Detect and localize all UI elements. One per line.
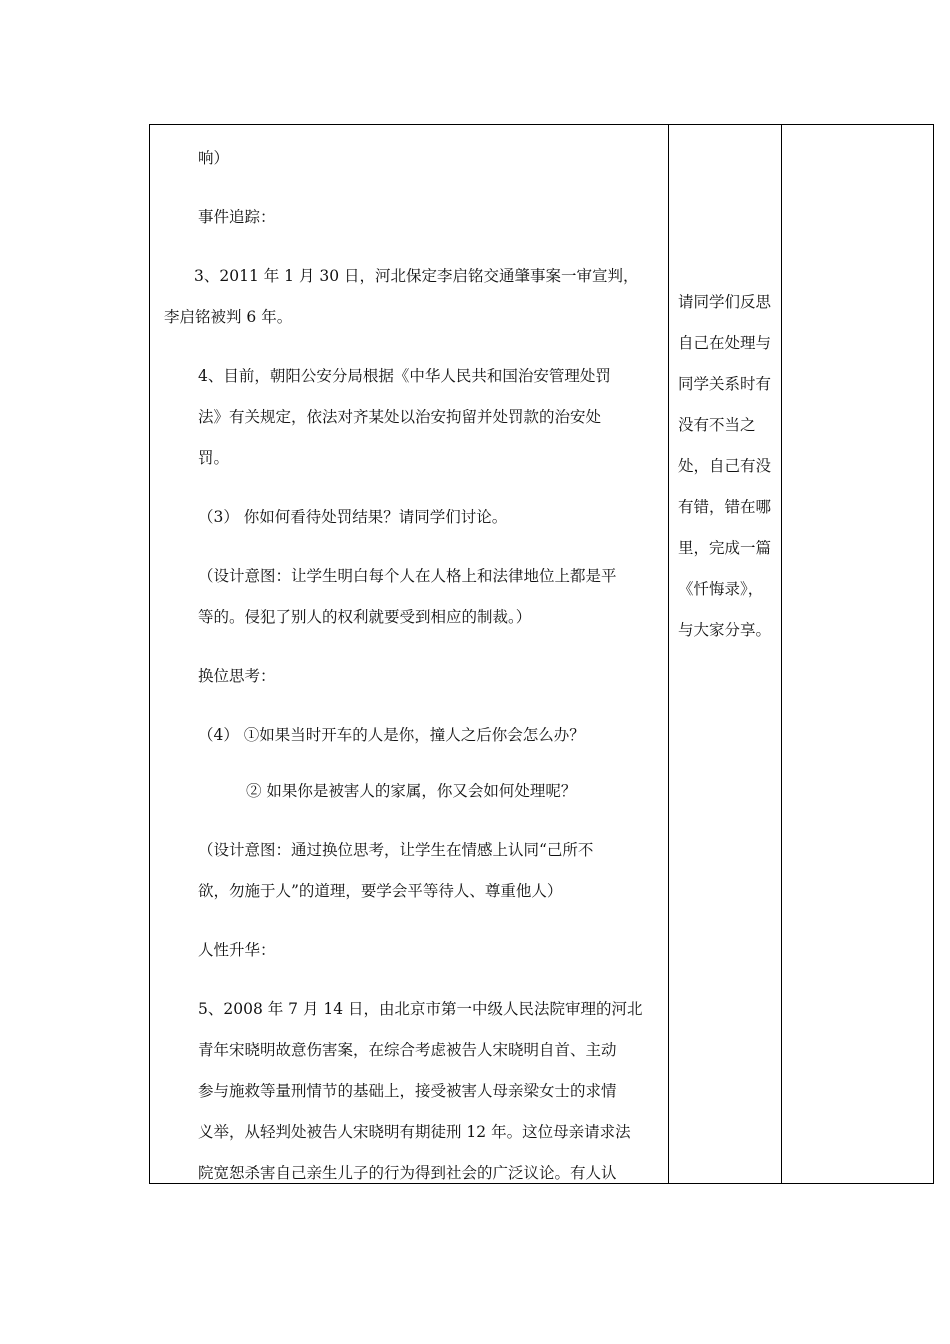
content-line: 参与施救等量刑情节的基础上，接受被害人母亲梁女士的求情 bbox=[198, 1082, 617, 1100]
section-heading-perspective: 换位思考： bbox=[198, 667, 276, 685]
content-line: 李启铭被判 6 年。 bbox=[164, 308, 293, 326]
design-intent: 等的。侵犯了别人的权利就要受到相应的制裁。） bbox=[198, 608, 532, 626]
content-line: 罚。 bbox=[198, 449, 230, 467]
design-intent: 欲，勿施于人”的道理，要学会平等待人、尊重他人） bbox=[198, 882, 563, 900]
section-heading-event-tracking: 事件追踪： bbox=[198, 208, 276, 226]
question-4-1: （4） ①如果当时开车的人是你，撞人之后你会怎么办？ bbox=[198, 726, 585, 744]
student-activity-text: 请同学们反思自己在处理与同学关系时有没有不当之处，自己有没有错，错在哪里，完成一篇《忏悔录》，与大家分享。 bbox=[678, 293, 772, 639]
content-line: 响） bbox=[198, 149, 230, 167]
content-line: 法》有关规定，依法对齐某处以治安拘留并处罚款的治安处 bbox=[198, 408, 602, 426]
lesson-plan-table bbox=[149, 124, 934, 1184]
student-activity-column bbox=[668, 125, 781, 1183]
teaching-content-column bbox=[150, 125, 668, 1183]
content-line: 院宽恕杀害自己亲生儿子的行为得到社会的广泛议论。有人认 bbox=[198, 1164, 617, 1182]
design-intent: （设计意图：通过换位思考，让学生在情感上认同“己所不 bbox=[198, 841, 594, 859]
content-line: 义举，从轻判处被告人宋晓明有期徒刑 12 年。这位母亲请求法 bbox=[198, 1123, 631, 1141]
notes-column bbox=[782, 125, 934, 1183]
content-line: 青年宋晓明故意伤害案，在综合考虑被告人宋晓明自首、主动 bbox=[198, 1041, 617, 1059]
question-4-2: ② 如果你是被害人的家属，你又会如何处理呢？ bbox=[246, 782, 577, 800]
question-3: （3） 你如何看待处罚结果？请同学们讨论。 bbox=[198, 508, 508, 526]
content-line: 5、2008 年 7 月 14 日，由北京市第一中级人民法院审理的河北 bbox=[198, 1000, 643, 1018]
content-line: 3、2011 年 1 月 30 日，河北保定李启铭交通肇事案一审宣判， bbox=[194, 267, 639, 285]
content-line: 4、目前，朝阳公安分局根据《中华人民共和国治安管理处罚 bbox=[198, 367, 611, 385]
section-heading-humanity: 人性升华： bbox=[198, 941, 276, 959]
design-intent: （设计意图：让学生明白每个人在人格上和法律地位上都是平 bbox=[198, 567, 617, 585]
